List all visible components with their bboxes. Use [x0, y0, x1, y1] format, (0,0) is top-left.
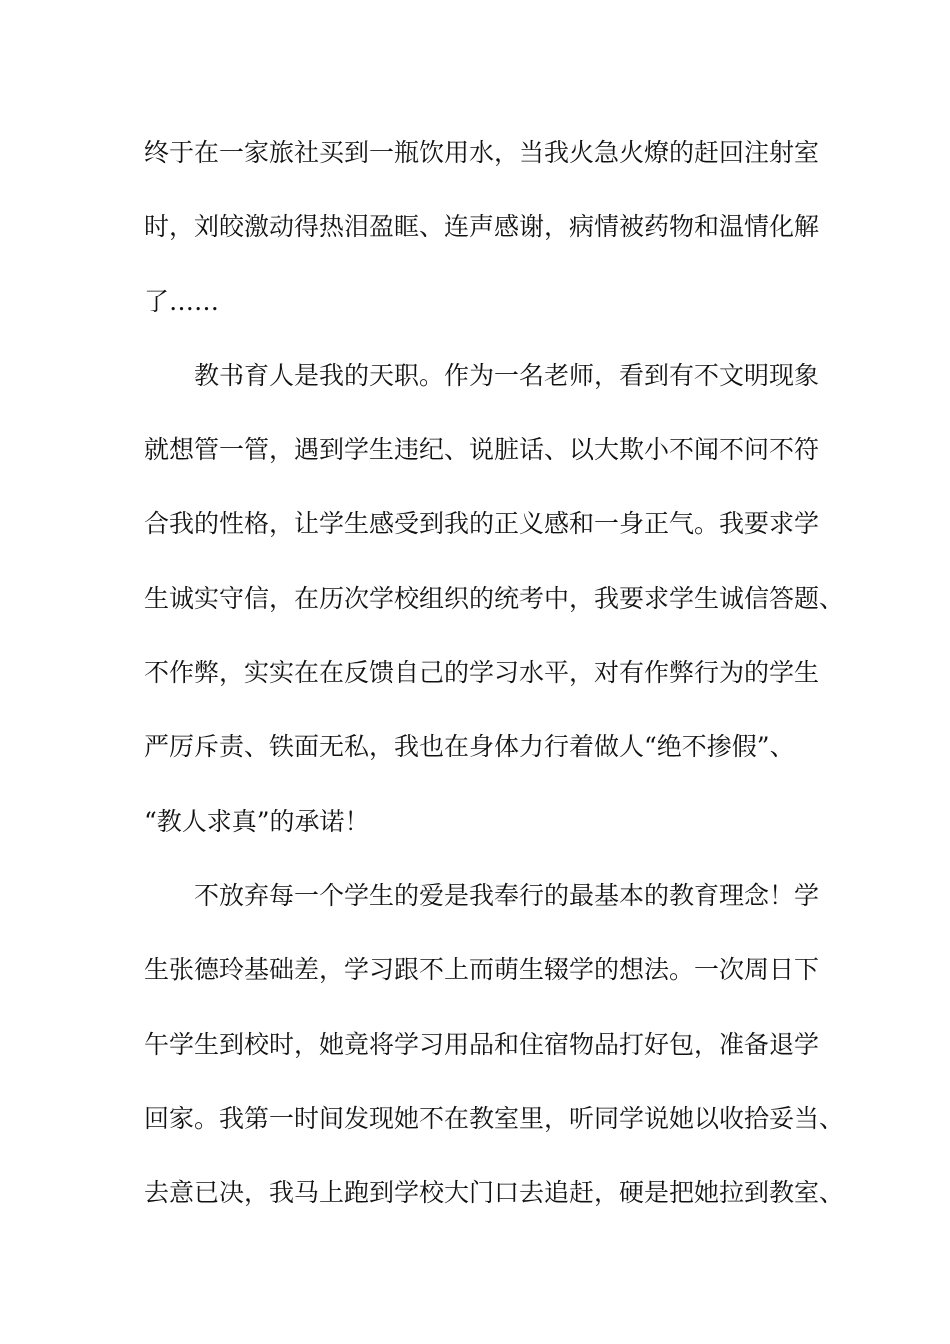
text-line: 时，刘皎激动得热泪盈眶、连声感谢，病情被药物和温情化解: [144, 212, 820, 242]
text-line: 终于在一家旅社买到一瓶饮用水，当我火急火燎的赶回注射室: [144, 138, 820, 167]
text-line: 生张德玲基础差，学习跟不上而萌生辍学的想法。一次周日下: [144, 955, 820, 985]
body-text: [144, 133, 844, 1247]
text-line: 严厉斥责、铁面无私，我也在身体力行着做人“绝不掺假”、: [144, 732, 795, 762]
text-line: 午学生到校时，她竟将学习用品和住宿物品打好包，准备退学: [144, 1029, 820, 1059]
text-line: “教人求真”的承诺！: [144, 806, 370, 836]
text-line: 了……: [144, 286, 220, 316]
text-line: 去意已决，我马上跑到学校大门口去追赶，硬是把她拉到教室、: [144, 1178, 845, 1208]
paragraph-first-line: 不放弃每一个学生的爱是我奉行的最基本的教育理念！学: [194, 880, 820, 910]
text-line: 就想管一管，遇到学生违纪、说脏话、以大欺小不闻不问不符: [144, 435, 820, 465]
text-line: 回家。我第一时间发现她不在教室里，听同学说她以收拾妥当、: [144, 1103, 845, 1133]
text-line: 合我的性格，让学生感受到我的正义感和一身正气。我要求学: [144, 509, 820, 539]
paragraph-first-line: 教书育人是我的天职。作为一名老师，看到有不文明现象: [194, 360, 820, 390]
text-line: 生诚实守信，在历次学校组织的统考中，我要求学生诚信答题、: [144, 583, 845, 613]
text-line: 不作弊，实实在在反馈自己的学习水平，对有作弊行为的学生: [144, 658, 820, 688]
